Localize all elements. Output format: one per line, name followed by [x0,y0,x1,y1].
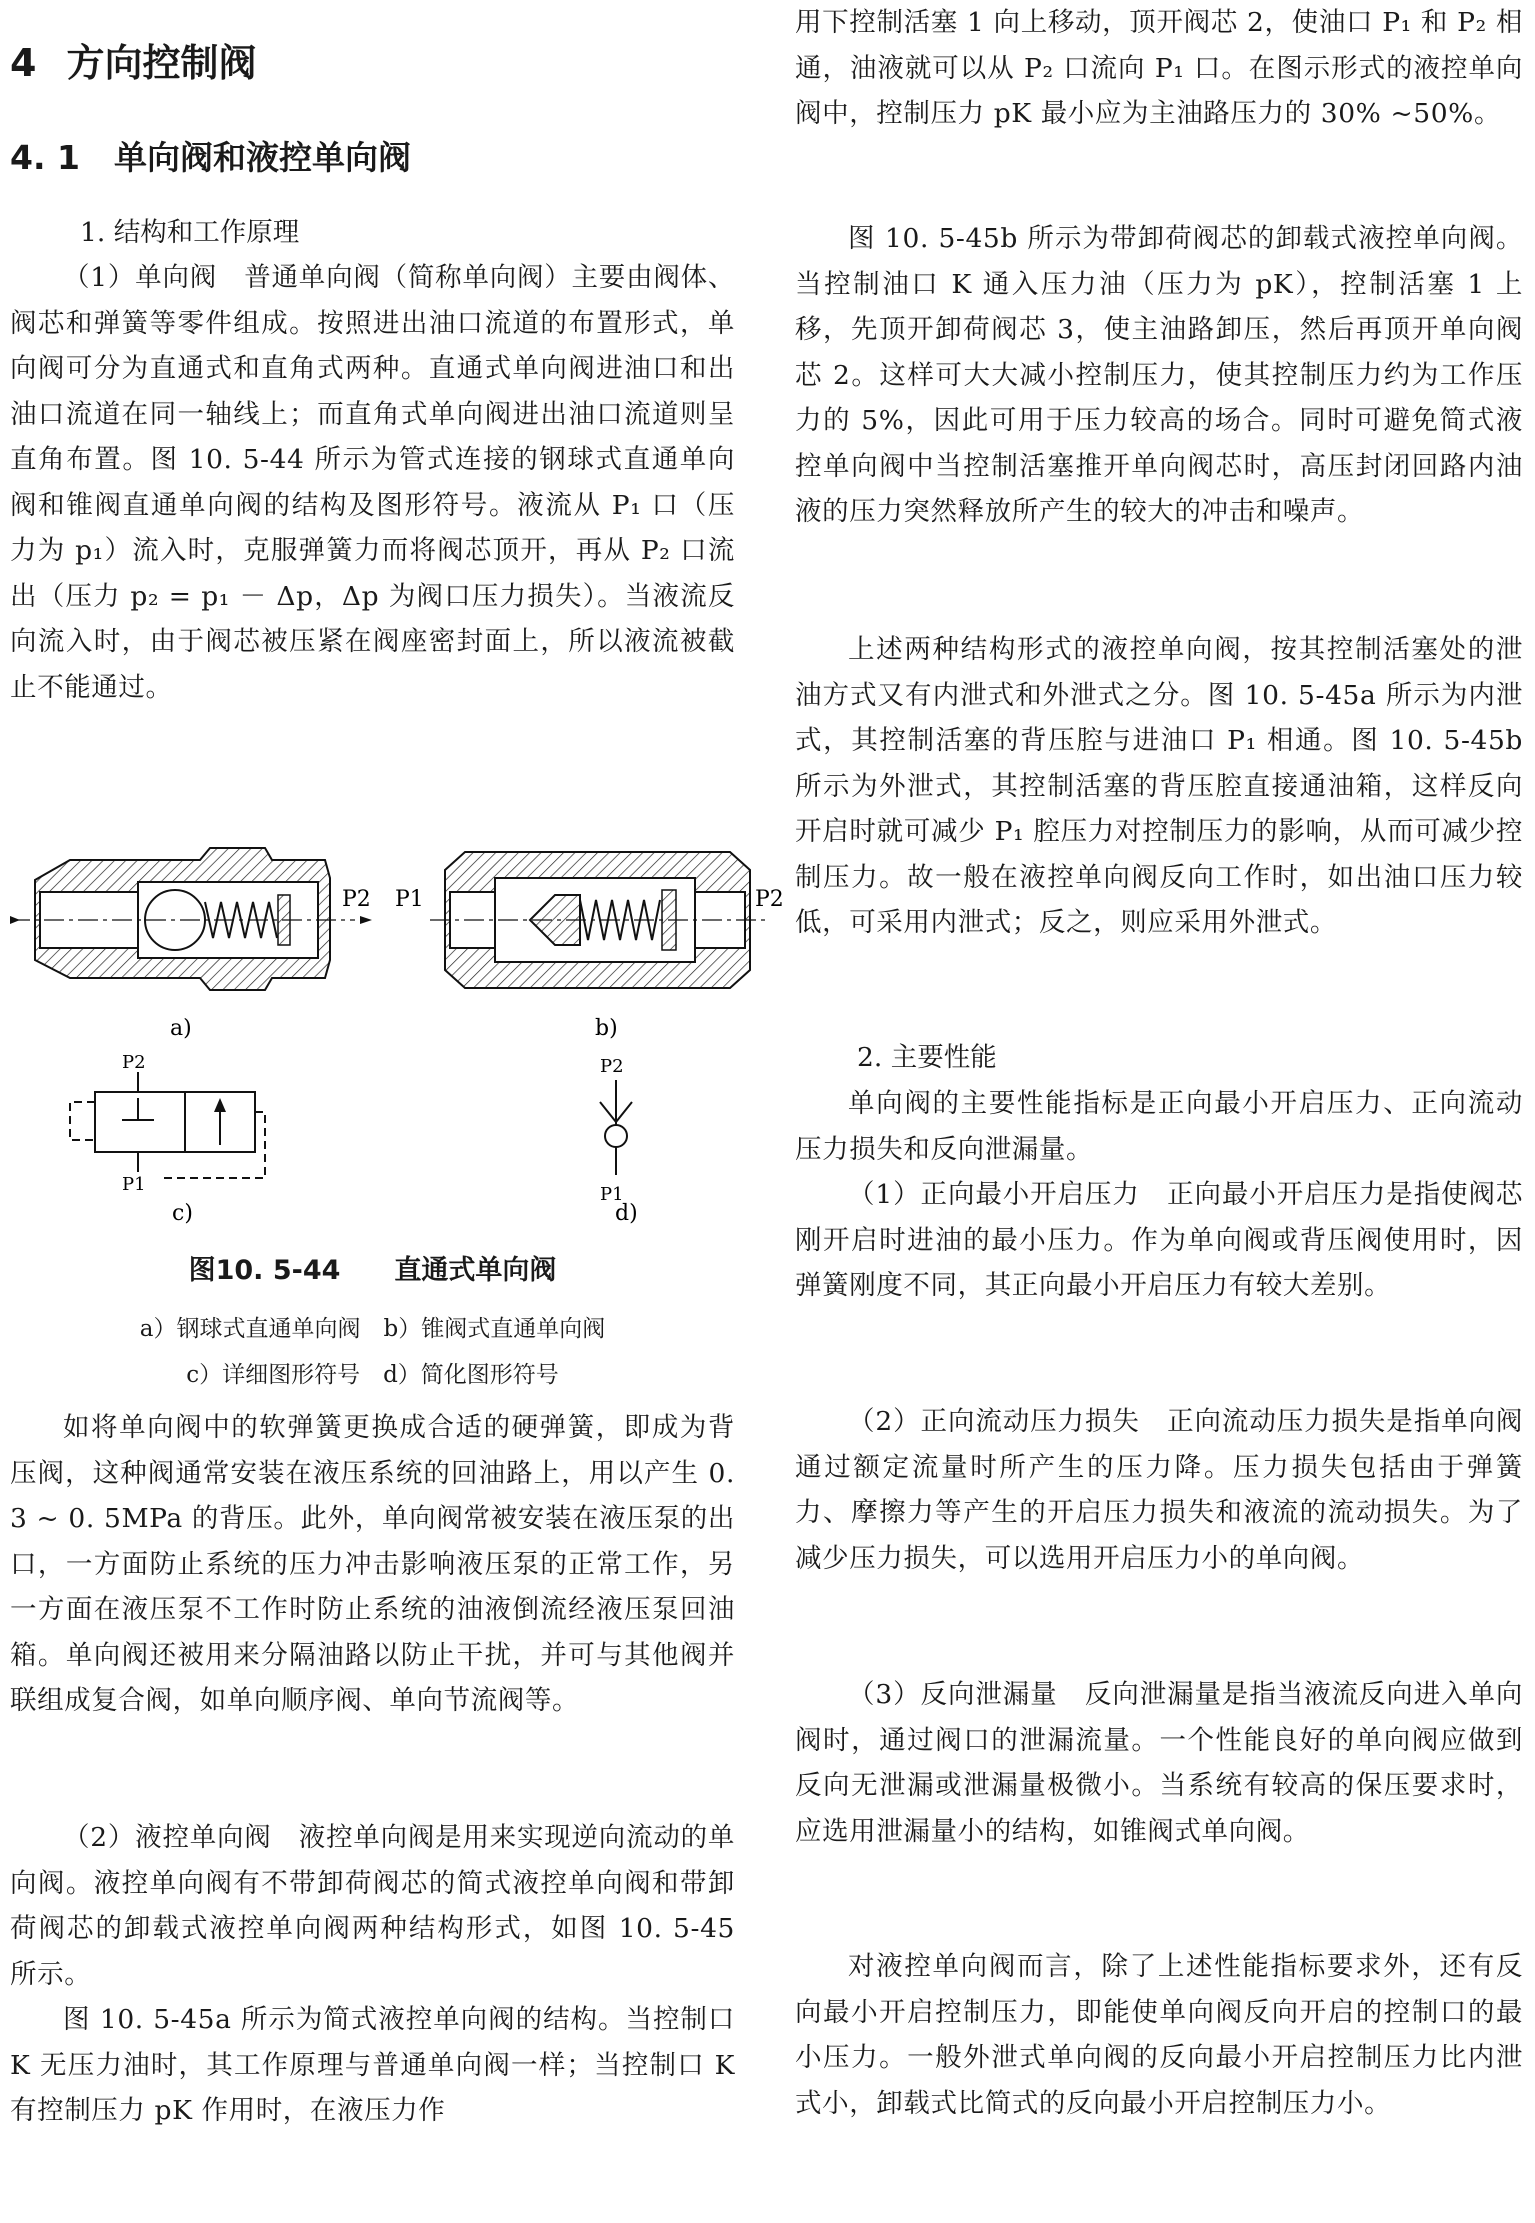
label-c: c) [172,1201,193,1226]
paragraph-performance-indicators: 单向阀的主要性能指标是正向最小开启压力、正向流动压力损失和反向泄漏量。 [795,1088,1523,1165]
p2-label-b: P2 [755,887,784,912]
figure-check-valves [10,840,784,1240]
subsection-heading-structure: 1. 结构和工作原理 [80,217,300,248]
chapter-heading: 4 方向控制阀 [10,41,257,85]
svg-text:P2: P2 [600,1056,624,1077]
figure-caption-line1: a）钢球式直通单向阀 b）锥阀式直通单向阀 [139,1316,606,1342]
subsection-heading-performance: 2. 主要性能 [857,1042,997,1073]
paragraph-check-valve: （1）单向阀 普通单向阀（简称单向阀）主要由阀体、阀芯和弹簧等零件组成。按照进出油口流道的布置形式，单向阀可分为直通式和直角式两种。直通式单向阀进油口和出油口流道在同一轴线上；而直角式单向阀进出油口流道则呈直角布置。图 10. 5-44 所示为管式连接的钢球式直通单向阀和锥阀直通单向阀的结构及图形符号。液流从 P₁ 口（压力为 p₁）流入时，克服弹簧力而将阀芯顶开，再从 P₂ 口流出（压力 p₂ = p₁ － Δp，Δp 为阀口压力损失）。当液流反向流入时，由于阀芯被压紧在阀座密封面上，所以液流被截止不能通过。 [10,262,735,703]
paragraph-simple-pilot-valve: 图 10. 5-45a 所示为简式液控单向阀的结构。当控制口 K 无压力油时，其工作原理与普通单向阀一样；当控制口 K 有控制压力 pK 作用时，在液压力作 [10,2004,735,2126]
paragraph-pilot-check-valve: （2）液控单向阀 液控单向阀是用来实现逆向流动的单向阀。液控单向阀有不带卸荷阀芯的简式液控单向阀和带卸荷阀芯的卸载式液控单向阀两种结构形式，如图 10. 5-45 所示。 [10,1822,735,1990]
paragraph-unloading-valve: 图 10. 5-45b 所示为带卸荷阀芯的卸载式液控单向阀。当控制油口 K 通入压力油（压力为 pK），控制活塞 1 上移，先顶开卸荷阀芯 3，使主油路卸压，然后再顶开单向阀芯 2。这样可大大减小控制压力，使其控制压力约为工作压力的 5%，因此可用于压力较高的场合。同时可避免简式液控单向阀中当控制活塞推开单向阀芯时，高压封闭回路内油液的压力突然释放所产生的较大的冲击和噪声。 [795,223,1523,527]
label-a: a) [170,1016,192,1041]
ball-check-valve-drawing [35,848,330,990]
simplified-symbol [600,1056,632,1205]
detailed-symbol [70,1052,265,1195]
label-b: b) [595,1016,618,1041]
section-heading: 4. 1 单向阀和液控单向阀 [10,138,411,177]
label-d: d) [615,1201,638,1226]
paragraph-min-opening-pressure: （1）正向最小开启压力 正向最小开启压力是指使阀芯刚开启时进油的最小压力。作为单向阀或背压阀使用时，因弹簧刚度不同，其正向最小开启压力有较大差别。 [795,1179,1523,1301]
p2-label-a: P2 [342,887,371,912]
svg-text:P1: P1 [122,1174,146,1195]
paragraph-pressure-loss: （2）正向流动压力损失 正向流动压力损失是指单向阀通过额定流量时所产生的压力降。压力损失包括由于弹簧力、摩擦力等产生的开启压力损失和液流的流动损失。为了减少压力损失，可以选用开启压力小的单向阀。 [795,1406,1523,1574]
svg-text:P1: P1 [600,1184,624,1205]
paragraph-pilot-requirement: 对液控单向阀而言，除了上述性能指标要求外，还有反向最小开启控制压力，即能使单向阀反向开启的控制口的最小压力。一般外泄式单向阀的反向最小开启控制压力比内泄式小，卸载式比简式的反向最小开启控制压力小。 [795,1951,1523,2119]
svg-text:P2: P2 [122,1052,146,1073]
figure-caption-line2: c）详细图形符号 d）简化图形符号 [186,1362,559,1388]
paragraph-leakage: （3）反向泄漏量 反向泄漏量是指当液流反向进入单向阀时，通过阀口的泄漏流量。一个性能良好的单向阀应做到反向无泄漏或泄漏量极微小。当系统有较高的保压要求时，应选用泄漏量小的结构，如锥阀式单向阀。 [795,1679,1523,1847]
paragraph-back-pressure-valve: 如将单向阀中的软弹簧更换成合适的硬弹簧，即成为背压阀，这种阀通常安装在液压系统的回油路上，用以产生 0. 3 ~ 0. 5MPa 的背压。此外，单向阀常被安装在液压泵的出口，一方面防止系统的压力冲击影响液压泵的正常工作，另一方面在液压泵不工作时防止系统的油液倒流经液压泵回油箱。单向阀还被用来分隔油路以防止干扰，并可与其他阀并联组成复合阀，如单向顺序阀、单向节流阀等。 [10,1412,735,1716]
figure-title: 图10. 5-44 直通式单向阀 [188,1255,557,1286]
paragraph-drain-types: 上述两种结构形式的液控单向阀，按其控制活塞处的泄油方式又有内泄式和外泄式之分。图 10. 5-45a 所示为内泄式，其控制活塞的背压腔与进油口 P₁ 相通。图 10. 5-45b 所示为外泄式，其控制活塞的背压腔直接通油箱，这样反向开启时就可减少 P₁ 腔压力对控制压力的影响，从而可减少控制压力。故一般在液控单向阀反向工作时，如出油口压力较低，可采用内泄式；反之，则应采用外泄式。 [795,634,1523,938]
p1-label-b: P1 [395,887,424,912]
paragraph-continued: 用下控制活塞 1 向上移动，顶开阀芯 2，使油口 P₁ 和 P₂ 相通，油液就可以从 P₂ 口流向 P₁ 口。在图示形式的液控单向阀中，控制压力 pK 最小应为主油路压力的 30% ~50%。 [795,7,1523,129]
